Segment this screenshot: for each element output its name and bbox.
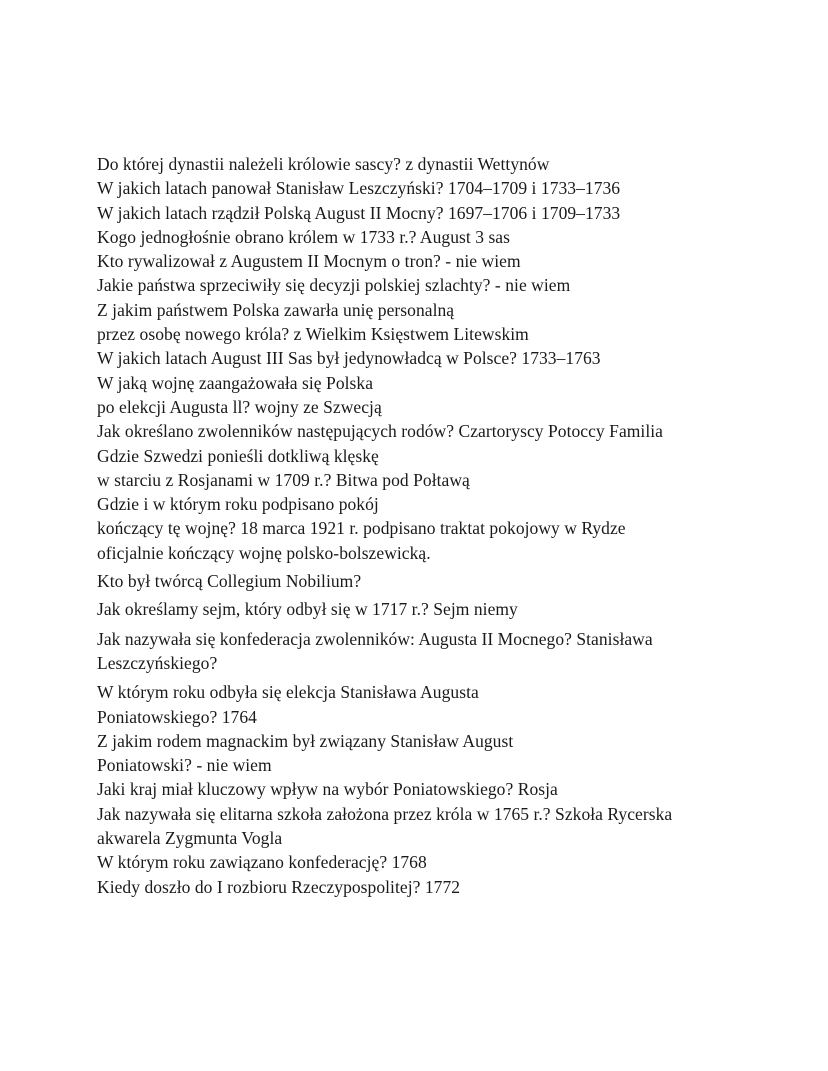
text-line: Gdzie Szwedzi ponieśli dotkliwą klęskę [97,445,379,466]
text-line: Z jakim rodem magnackim był związany Stanisław August [97,730,514,751]
text-line: W jaką wojnę zaangażowała się Polska [97,372,374,393]
text-line: W którym roku odbyła się elekcja Stanisława Augusta [97,682,479,703]
text-line: przez osobę nowego króla? z Wielkim Księstwem Litewskim [97,324,529,345]
text-line: Kiedy doszło do I rozbioru Rzeczypospolitej? 1772 [97,876,461,897]
text-line: oficjalnie kończący wojnę polsko-bolszewicką. [97,542,431,563]
text-line: Do której dynastii należeli królowie sascy? z dynastii Wettynów [97,154,550,174]
text-line: kończący tę wojnę? 18 marca 1921 r. podpisano traktat pokojowy w Rydze [97,518,626,539]
text-line: Kto rywalizował z Augustem II Mocnym o tron? - nie wiem [97,251,521,272]
text-line: W którym roku zawiązano konfederację? 1768 [97,852,427,873]
text-line: Kogo jednogłośnie obrano królem w 1733 r.? August 3 sas [97,226,510,247]
text-line: Jak nazywała się konfederacja zwolenników: Augusta II Mocnego? Stanisława [97,628,653,649]
text-line: Z jakim państwem Polska zawarła unię personalną [97,299,455,320]
text-line: Poniatowskiego? 1764 [97,706,257,727]
qa-text-block [97,152,797,899]
text-line: W jakich latach panował Stanisław Leszczyński? 1704–1709 i 1733–1736 [97,178,621,199]
text-line: Leszczyńskiego? [97,652,218,673]
text-line: Poniatowski? - nie wiem [97,755,272,776]
text-line: W jakich latach rządził Polską August II Mocny? 1697–1706 i 1709–1733 [97,202,621,223]
text-line: Jak określano zwolenników następujących rodów? Czartoryscy Potoccy Familia [97,421,663,442]
text-line: Jak określamy sejm, który odbył się w 1717 r.? Sejm niemy [97,599,518,620]
text-line: w starciu z Rosjanami w 1709 r.? Bitwa pod Połtawą [97,469,470,490]
text-line: po elekcji Augusta ll? wojny ze Szwecją [97,396,382,417]
text-line: Gdzie i w którym roku podpisano pokój [97,494,379,515]
text-line: akwarela Zygmunta Vogla [97,828,283,849]
text-line: Kto był twórcą Collegium Nobilium? [97,571,362,592]
text-line: Jakie państwa sprzeciwiły się decyzji polskiej szlachty? - nie wiem [97,275,571,296]
text-line: W jakich latach August III Sas był jedynowładcą w Polsce? 1733–1763 [97,348,601,369]
text-line: Jaki kraj miał kluczowy wpływ na wybór Poniatowskiego? Rosja [97,779,558,800]
text-line: Jak nazywała się elitarna szkoła założona przez króla w 1765 r.? Szkoła Rycerska [97,803,673,824]
